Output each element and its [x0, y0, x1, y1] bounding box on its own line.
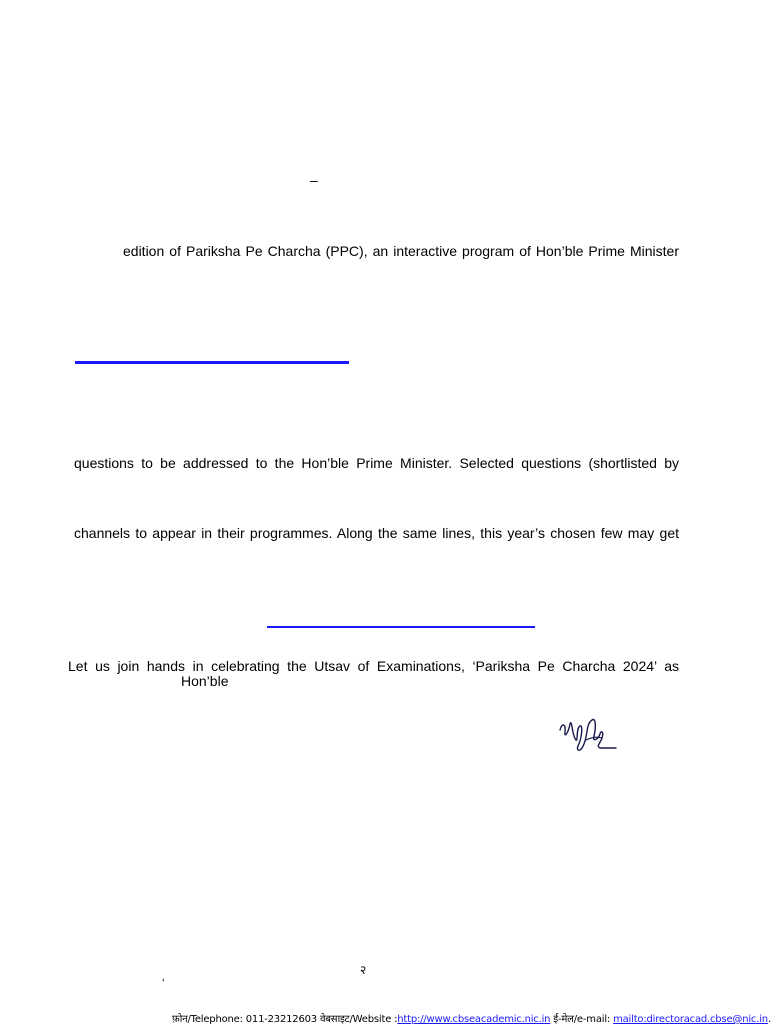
footer-email-label: ई-मेल/e-mail:: [553, 1014, 611, 1025]
hyperlink-underline-1[interactable]: [75, 361, 349, 364]
page-number: २: [360, 963, 367, 977]
closing-paragraph: [68, 659, 679, 689]
closing-line-2: Hon’ble: [181, 673, 229, 689]
signature: [556, 710, 620, 765]
footer-phone: फ़ोन/Telephone: 011-23212603: [172, 1014, 317, 1025]
hyperlink-underline-2[interactable]: [267, 626, 535, 628]
footer-website-label: वेबसाइट/Website :: [319, 1014, 398, 1025]
body-line-ppc-edition: edition of Pariksha Pe Charcha (PPC), an interactive program of Hon’ble Prime Minister: [123, 243, 679, 259]
title-dash: –: [310, 172, 318, 188]
footer-end: .: [767, 1014, 771, 1025]
body-line-channels: channels to appear in their programmes. Along the same lines, this year’s chosen few may get: [74, 525, 679, 541]
body-line-questions: questions to be addressed to the Hon’ble Prime Minister. Selected questions (shortlisted by: [74, 455, 679, 471]
closing-line-1: Let us join hands in celebrating the Utsav of Examinations, ‘Pariksha Pe Charcha 2024’ as: [68, 658, 679, 674]
signature-icon: [556, 710, 620, 762]
footer-email-link[interactable]: mailto:directoracad.cbse@nic.in: [613, 1014, 768, 1025]
footer-contact: [172, 1011, 771, 1025]
footer-website-link[interactable]: http://www.cbseacademic.nic.in: [397, 1014, 551, 1025]
stray-mark: ‘: [162, 976, 165, 990]
